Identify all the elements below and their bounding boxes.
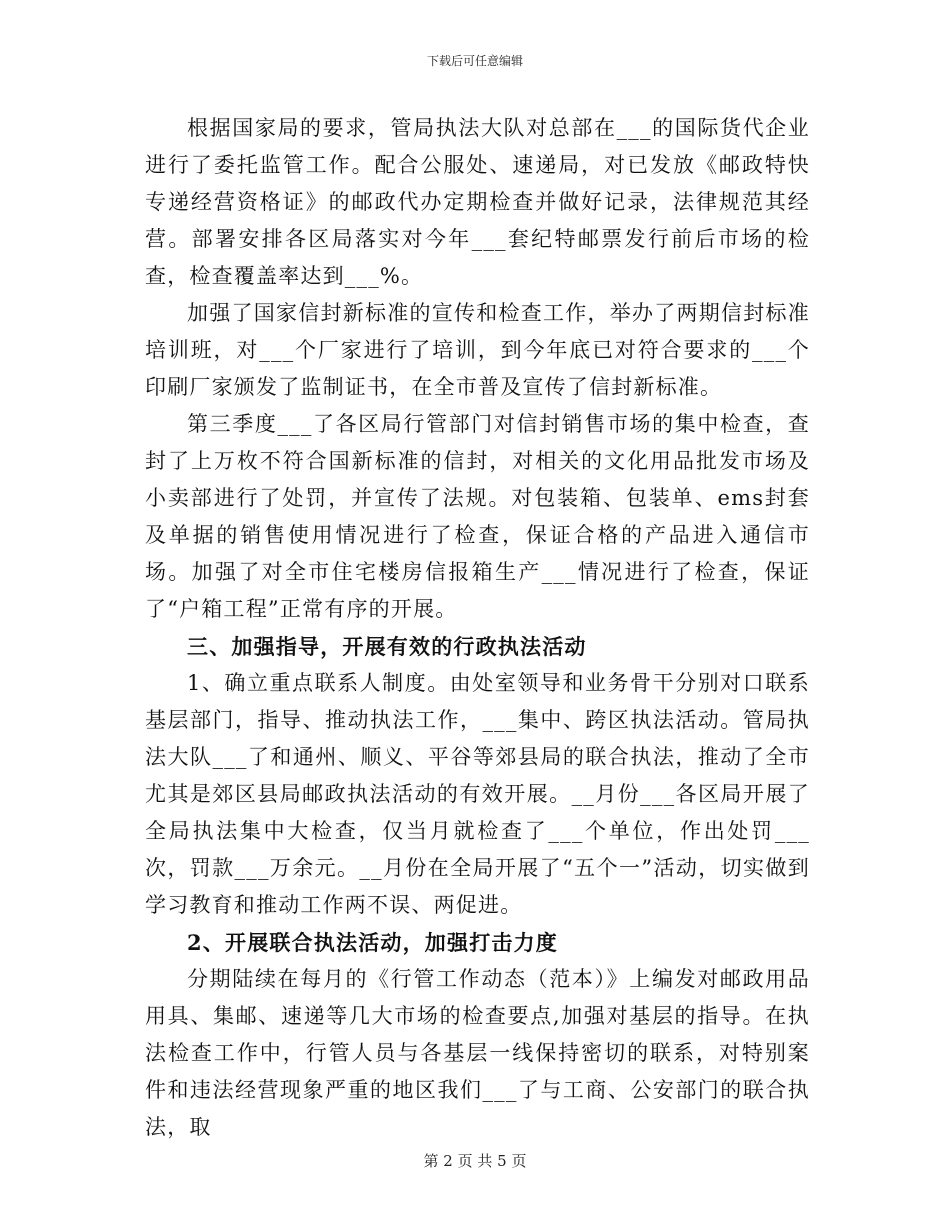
paragraph-envelope-standard: 加强了国家信封新标准的宣传和检查工作，举办了两期信封标准培训班，对___个厂家进行了培训，到今年底已对符合要求的___个印刷厂家颁发了监制证书，在全市普及宣传了信封新标准。 xyxy=(145,301,810,399)
subsection-heading-2: 2、开展联合执法活动，加强打击力度 xyxy=(187,930,559,955)
page-header: 下载后可任意编辑 xyxy=(426,54,523,68)
page-footer: 第 2 页 共 5 页 xyxy=(423,1152,527,1170)
section-heading-3: 三、加强指导，开展有效的行政执法活动 xyxy=(187,634,587,659)
paragraph-third-quarter: 第三季度___了各区局行管部门对信封销售市场的集中检查，查封了上万枚不符合国新标准的信封，对相关的文化用品批发市场及小卖部进行了处罚，并宣传了法规。对包装箱、包装单、ems封套及单据的销售使用情况进行了检查，保证合格的产品进入通信市场。加强了对全市住宅楼房信报箱生产___情况进行了检查，保证了“户箱工程”正常有序的开展。 xyxy=(145,412,810,621)
paragraph-contact-system: 1、确立重点联系人制度。由处室领导和业务骨干分别对口联系基层部门，指导、推动执法工作，___集中、跨区执法活动。管局执法大队___了和通州、顺义、平谷等郊县局的联合执法，推动了全市尤其是郊区县局邮政执法活动的有效开展。__月份___各区局开展了全局执法集中大检查，仅当月就检查了___个单位，作出处罚___次，罚款___万余元。__月份在全局开展了“五个一”活动，切实做到学习教育和推动工作两不误、两促进。 xyxy=(145,671,810,917)
paragraph-supervision: 根据国家局的要求，管局执法大队对总部在___的国际货代企业进行了委托监管工作。配合公服处、速递局，对已发放《邮政特快专递经营资格证》的邮政代办定期检查并做好记录，法律规范其经营。部署安排各区局落实对今年___套纪特邮票发行前后市场的检查，检查覆盖率达到___%。 xyxy=(145,116,810,288)
document-body xyxy=(145,110,810,1146)
paragraph-joint-enforcement: 分期陆续在每月的《行管工作动态（范本）》上编发对邮政用品用具、集邮、速递等几大市场的检查要点,加强对基层的指导。在执法检查工作中，行管人员与各基层一线保持密切的联系，对特别案件和违法经营现象严重的地区我们___了与工商、公安部门的联合执法，取 xyxy=(145,967,810,1139)
